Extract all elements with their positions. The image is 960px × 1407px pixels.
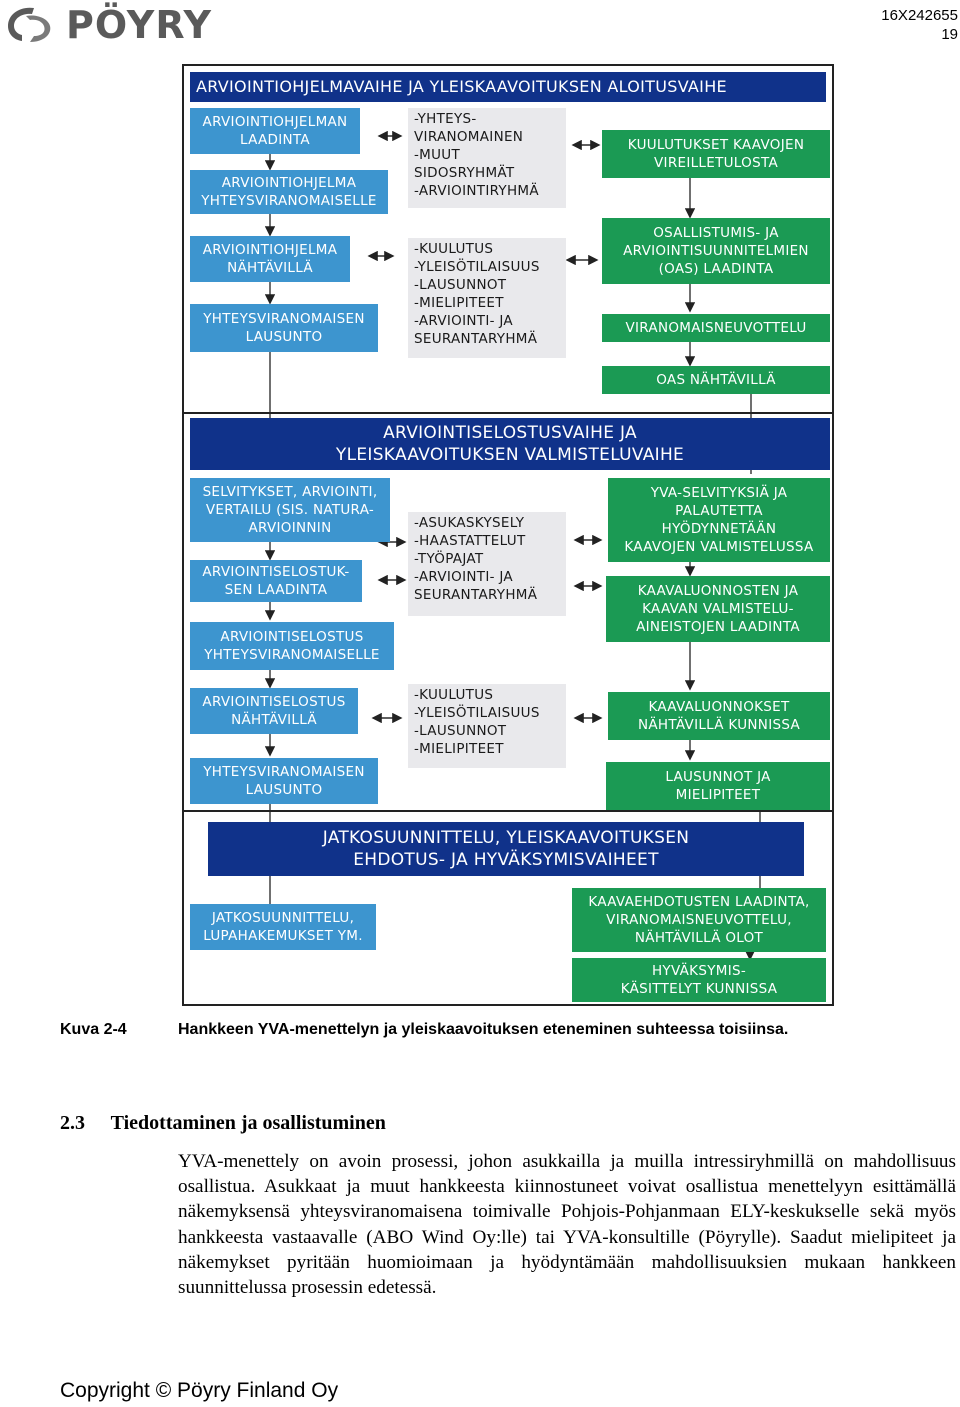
section-title: Tiedottaminen ja osallistuminen bbox=[110, 1112, 386, 1134]
phase1-participation: -KUULUTUS -YLEISÖTILAISUUS -LAUSUNNOT -MIELIPITEET -ARVIOINTI- JA SEURANTARYHMÄ bbox=[408, 238, 566, 358]
phase1-left-step-1: ARVIOINTIOHJELMAN LAADINTA bbox=[190, 108, 360, 154]
phase2-left-step-5: YHTEYSVIRANOMAISEN LAUSUNTO bbox=[190, 758, 378, 804]
phase2-left-step-3: ARVIOINTISELOSTUS YHTEYSVIRANOMAISELLE bbox=[190, 622, 394, 670]
figure-caption-text: Hankkeen YVA-menettelyn ja yleiskaavoituksen eteneminen suhteessa toisiinsa. bbox=[178, 1021, 789, 1038]
phase3-right-step-1: KAAVAEHDOTUSTEN LAADINTA, VIRANOMAISNEUVOTTELU, NÄHTÄVILLÄ OLOT bbox=[572, 888, 826, 952]
phase1-right-step-1: KUULUTUKSET KAAVOJEN VIREILLETULOSTA bbox=[602, 130, 830, 178]
logo-wordmark: PÖYRY bbox=[66, 3, 213, 47]
phase2-left-step-4: ARVIOINTISELOSTUS NÄHTÄVILLÄ bbox=[190, 688, 358, 734]
phase1-stakeholders: -YHTEYS- VIRANOMAINEN -MUUT SIDOSRYHMÄT -ARVIOINTIRYHMÄ bbox=[408, 108, 566, 208]
phase-divider-1 bbox=[184, 412, 832, 414]
phase2-participation: -ASUKASKYSELY -HAASTATTELUT -TYÖPAJAT -ARVIOINTI- JA SEURANTARYHMÄ bbox=[408, 512, 566, 616]
phase1-left-step-2: ARVIOINTIOHJELMA YHTEYSVIRANOMAISELLE bbox=[190, 170, 388, 214]
phase3-title: JATKOSUUNNITTELU, YLEISKAAVOITUKSEN EHDOTUS- JA HYVÄKSYMISVAIHEET bbox=[208, 822, 804, 876]
phase2-left-step-1: SELVITYKSET, ARVIOINTI, VERTAILU (SIS. NATURA- ARVIOINNIN bbox=[190, 478, 390, 542]
phase1-right-step-4: OAS NÄHTÄVILLÄ bbox=[602, 366, 830, 394]
poyry-logo-icon bbox=[4, 4, 62, 46]
phase3-left-step-1: JATKOSUUNNITTELU, LUPAHAKEMUKSET YM. bbox=[190, 904, 376, 950]
phase1-left-step-3: ARVIOINTIOHJELMA NÄHTÄVILLÄ bbox=[190, 236, 350, 282]
phase1-left-step-4: YHTEYSVIRANOMAISEN LAUSUNTO bbox=[190, 304, 378, 352]
phase2-right-step-3: KAAVALUONNOKSET NÄHTÄVILLÄ KUNNISSA bbox=[608, 692, 830, 740]
process-diagram bbox=[182, 64, 834, 1006]
document-id: 16X242655 bbox=[881, 7, 958, 24]
phase2-title: ARVIOINTISELOSTUSVAIHE JA YLEISKAAVOITUKSEN VALMISTELUVAIHE bbox=[190, 418, 830, 470]
phase3-right-step-2: HYVÄKSYMIS- KÄSITTELYT KUNNISSA bbox=[572, 958, 826, 1002]
body-paragraph: YVA-menettely on avoin prosessi, johon asukkailla ja muilla intressiryhmillä on mahdollisuus osallistua. Asukkaat ja muut hankkeesta kiinnostuneet voivat osallistua menettelyyn esittämällä näkemyksensä yhteysviranomaisena toimivalle Pohjois-Pohjanmaan ELY-keskukselle sekä myös hankkeesta vastaavalle (ABO Wind Oy:lle) tai YVA-konsultille (Pöyrylle). Saadut mielipiteet ja näkemykset pyritään huomioimaan ja hyödyntämään mahdollisuuksien mukaan hankkeen suunnittelussa prosessin edetessä. bbox=[178, 1151, 956, 1299]
phase1-right-step-2: OSALLISTUMIS- JA ARVIOINTISUUNNITELMIEN (OAS) LAADINTA bbox=[602, 218, 830, 284]
phase1-title: ARVIOINTIOHJELMAVAIHE JA YLEISKAAVOITUKSEN ALOITUSVAIHE bbox=[190, 72, 826, 102]
poyry-logo bbox=[4, 4, 244, 46]
phase-divider-2 bbox=[184, 810, 832, 812]
phase2-hearing: -KUULUTUS -YLEISÖTILAISUUS -LAUSUNNOT -MIELIPITEET bbox=[408, 684, 566, 768]
phase2-right-step-1: YVA-SELVITYKSIÄ JA PALAUTETTA HYÖDYNNETÄÄN KAAVOJEN VALMISTELUSSA bbox=[608, 478, 830, 562]
phase2-right-step-4: LAUSUNNOT JA MIELIPITEET bbox=[606, 762, 830, 810]
phase2-right-step-2: KAAVALUONNOSTEN JA KAAVAN VALMISTELU- AINEISTOJEN LAADINTA bbox=[606, 576, 830, 642]
phase2-left-step-2: ARVIOINTISELOSTUK- SEN LAADINTA bbox=[190, 560, 362, 602]
section-heading bbox=[60, 1112, 386, 1135]
phase1-right-step-3: VIRANOMAISNEUVOTTELU bbox=[602, 314, 830, 342]
copyright-footer: Copyright © Pöyry Finland Oy bbox=[60, 1379, 339, 1402]
figure-caption-label: Kuva 2-4 bbox=[60, 1021, 127, 1038]
document-id-block bbox=[881, 6, 958, 44]
page-number: 19 bbox=[941, 26, 958, 43]
section-number: 2.3 bbox=[60, 1112, 85, 1134]
